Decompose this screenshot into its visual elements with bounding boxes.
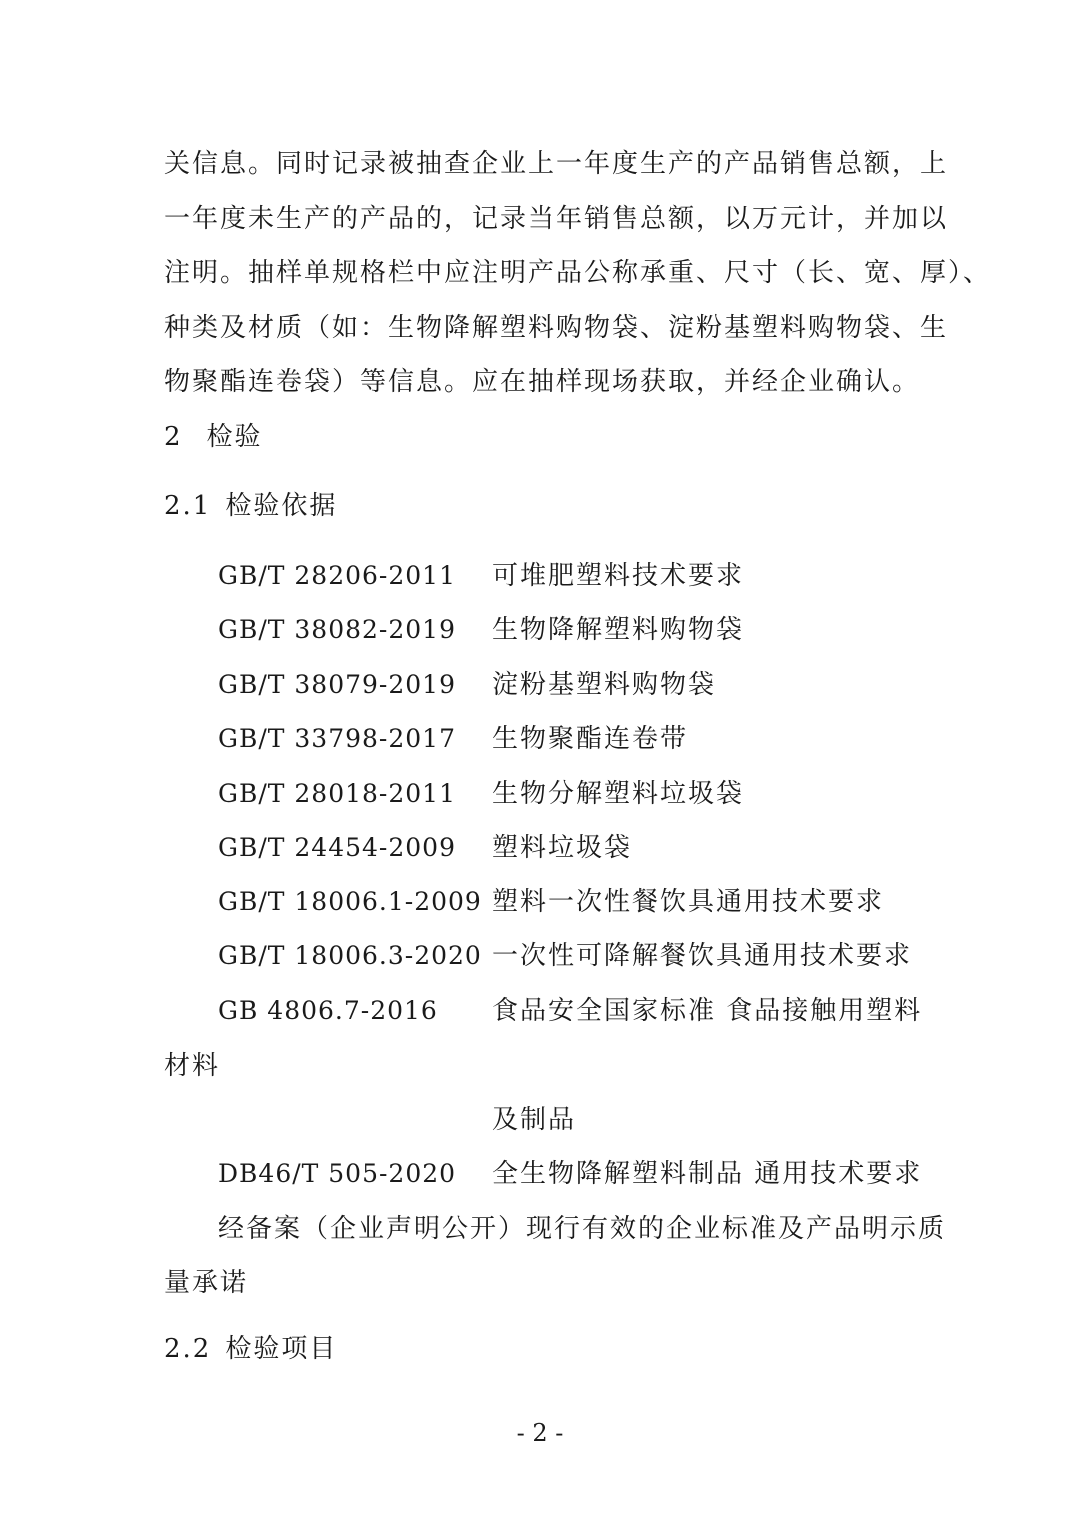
standard-title: 食品安全国家标准 食品接触用塑料 <box>492 996 923 1026</box>
section-2-heading <box>164 421 263 453</box>
standard-code: GB/T 28206-2011 <box>218 561 456 590</box>
standard-code: GB/T 18006.3-2020 <box>218 941 482 970</box>
standard-title: 塑料一次性餐饮具通用技术要求 <box>492 887 885 917</box>
standard-title: 一次性可降解餐饮具通用技术要求 <box>492 941 913 971</box>
enterprise-standard-note-line-2: 量承诺 <box>164 1268 249 1298</box>
standard-code: GB/T 24454-2009 <box>218 833 456 862</box>
standard-code: GB/T 38079-2019 <box>218 670 456 699</box>
intro-line-5: 物聚酯连卷袋）等信息。应在抽样现场获取，并经企业确认。 <box>164 367 921 397</box>
standard-title-wrap: 材料 <box>164 1051 221 1081</box>
standard-code: GB 4806.7-2016 <box>218 996 438 1025</box>
standard-title: 全生物降解塑料制品 通用技术要求 <box>492 1159 923 1189</box>
intro-line-2: 一年度未生产的产品的，记录当年销售总额，以万元计，并加以 <box>164 204 949 234</box>
standard-code: GB/T 28018-2011 <box>218 779 456 808</box>
section-2-1-heading <box>164 490 337 522</box>
intro-line-4: 种类及材质（如：生物降解塑料购物袋、淀粉基塑料购物袋、生 <box>164 313 949 343</box>
standard-title: 生物聚酯连卷带 <box>492 724 689 754</box>
section-2-2-heading <box>164 1333 337 1365</box>
intro-line-1: 关信息。同时记录被抽查企业上一年度生产的产品销售总额，上 <box>164 149 949 179</box>
section-2-number: 2 <box>164 422 183 452</box>
standard-code: GB/T 38082-2019 <box>218 615 456 644</box>
standard-title: 淀粉基塑料购物袋 <box>492 670 717 700</box>
standard-code: DB46/T 505-2020 <box>218 1159 457 1188</box>
standard-title-wrap-2: 及制品 <box>492 1105 577 1135</box>
intro-line-3: 注明。抽样单规格栏中应注明产品公称承重、尺寸（长、宽、厚）、 <box>164 258 992 288</box>
section-2-1-number: 2.1 <box>164 491 212 521</box>
standard-code: GB/T 33798-2017 <box>218 724 456 753</box>
standard-title: 生物分解塑料垃圾袋 <box>492 779 745 809</box>
standard-title: 塑料垃圾袋 <box>492 833 633 863</box>
section-2-title: 检验 <box>206 422 263 452</box>
page-number: - 2 - <box>516 1419 564 1447</box>
enterprise-standard-note-line-1: 经备案（企业声明公开）现行有效的企业标准及产品明示质 <box>218 1214 947 1244</box>
section-2-2-number: 2.2 <box>164 1334 212 1364</box>
standard-title: 可堆肥塑料技术要求 <box>492 561 745 591</box>
standard-title: 生物降解塑料购物袋 <box>492 615 745 645</box>
standard-code: GB/T 18006.1-2009 <box>218 887 482 916</box>
section-2-1-title: 检验依据 <box>225 491 338 521</box>
section-2-2-title: 检验项目 <box>225 1334 338 1364</box>
